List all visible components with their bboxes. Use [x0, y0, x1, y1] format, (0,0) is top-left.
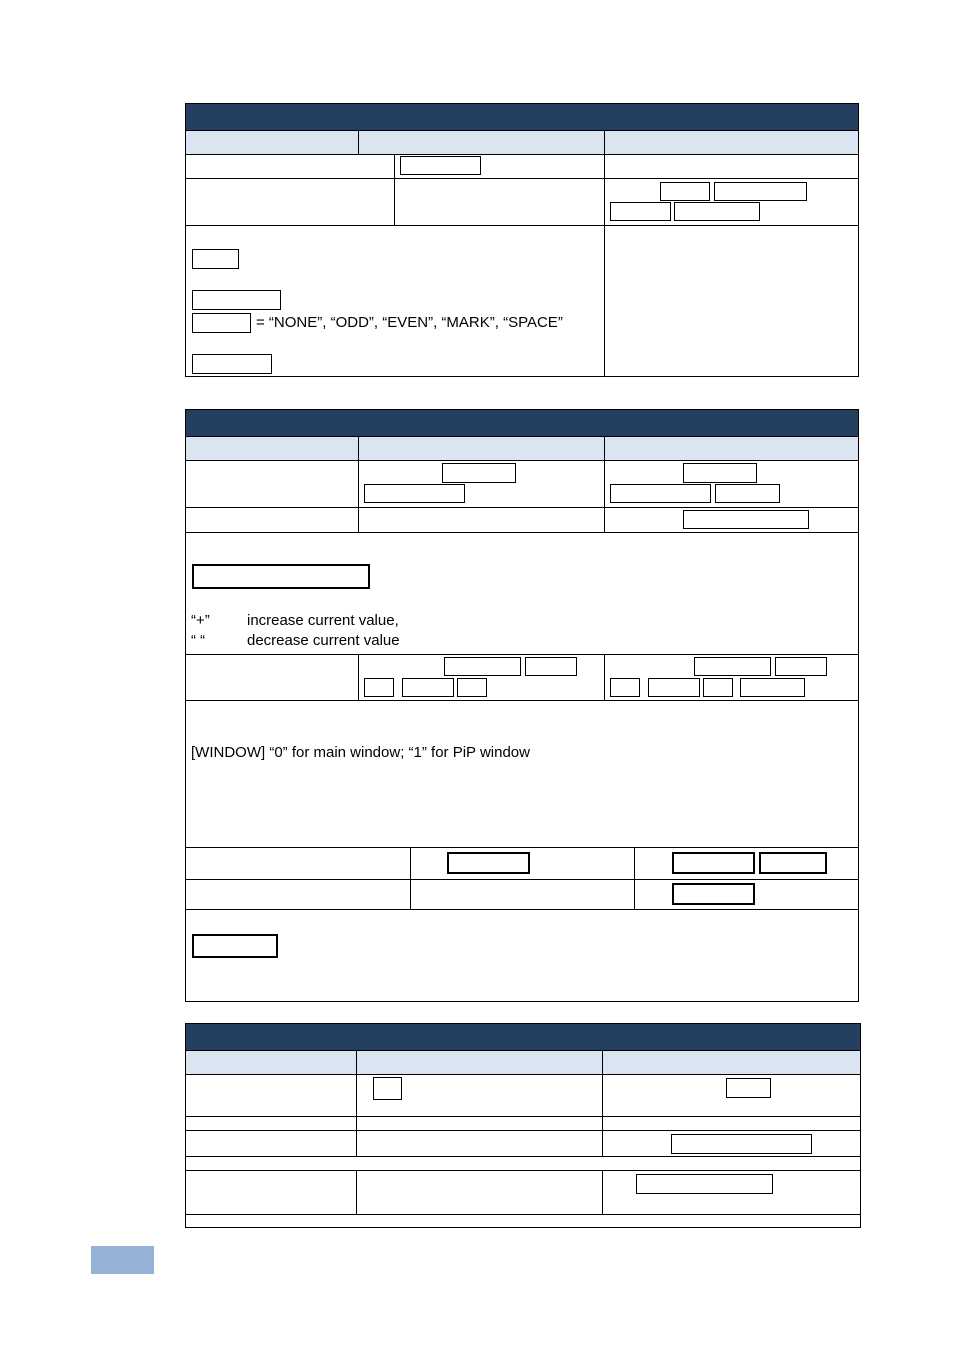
- table-3-header: [186, 1024, 860, 1050]
- minus-description: decrease current value: [247, 632, 400, 649]
- response-field: [694, 657, 771, 676]
- response-field: [714, 182, 807, 201]
- response-field: [671, 1134, 812, 1154]
- table-2-header: [186, 410, 858, 436]
- command-field: [364, 678, 394, 697]
- table-3-column-headers: [186, 1050, 860, 1075]
- parameter-field: [192, 934, 278, 958]
- command-field: [364, 484, 465, 503]
- response-field: [660, 182, 710, 201]
- command-field: [400, 156, 481, 175]
- parameter-field: [192, 249, 239, 269]
- response-field: [672, 852, 755, 874]
- plus-description: increase current value,: [247, 612, 399, 629]
- command-field: [447, 852, 530, 874]
- command-field: [442, 463, 516, 483]
- response-field: [674, 202, 760, 221]
- parameter-field: [192, 354, 272, 374]
- command-table-3: [185, 1023, 861, 1228]
- command-table-1: [185, 103, 859, 377]
- response-field: [683, 510, 809, 529]
- plus-symbol: “+”: [191, 612, 210, 629]
- command-field: [444, 657, 521, 676]
- response-field: [648, 678, 700, 697]
- window-parameter-note: [WINDOW] “0” for main window; “1” for PiP window: [191, 744, 530, 761]
- response-field: [740, 678, 805, 697]
- parameter-field: [192, 564, 370, 589]
- command-field: [402, 678, 454, 697]
- command-field: [525, 657, 577, 676]
- command-field: [373, 1077, 402, 1100]
- response-field: [726, 1078, 771, 1098]
- parity-values-text: = “NONE”, “ODD”, “EVEN”, “MARK”, “SPACE”: [256, 314, 563, 331]
- command-table-2: [185, 409, 859, 1002]
- page-number-tab: [91, 1246, 154, 1274]
- response-field: [715, 484, 780, 503]
- parity-parameter-field: [192, 313, 251, 333]
- response-field: [683, 463, 757, 483]
- response-field: [610, 484, 711, 503]
- response-field: [636, 1174, 773, 1194]
- table-1-column-headers: [186, 130, 858, 155]
- response-field: [672, 883, 755, 905]
- response-field: [610, 202, 671, 221]
- response-field: [759, 852, 827, 874]
- response-field: [703, 678, 733, 697]
- table-2-column-headers: [186, 436, 858, 461]
- parameter-field: [192, 290, 281, 310]
- table-1-header: [186, 104, 858, 130]
- response-field: [610, 678, 640, 697]
- minus-symbol: “ “: [191, 632, 206, 649]
- command-field: [457, 678, 487, 697]
- response-field: [775, 657, 827, 676]
